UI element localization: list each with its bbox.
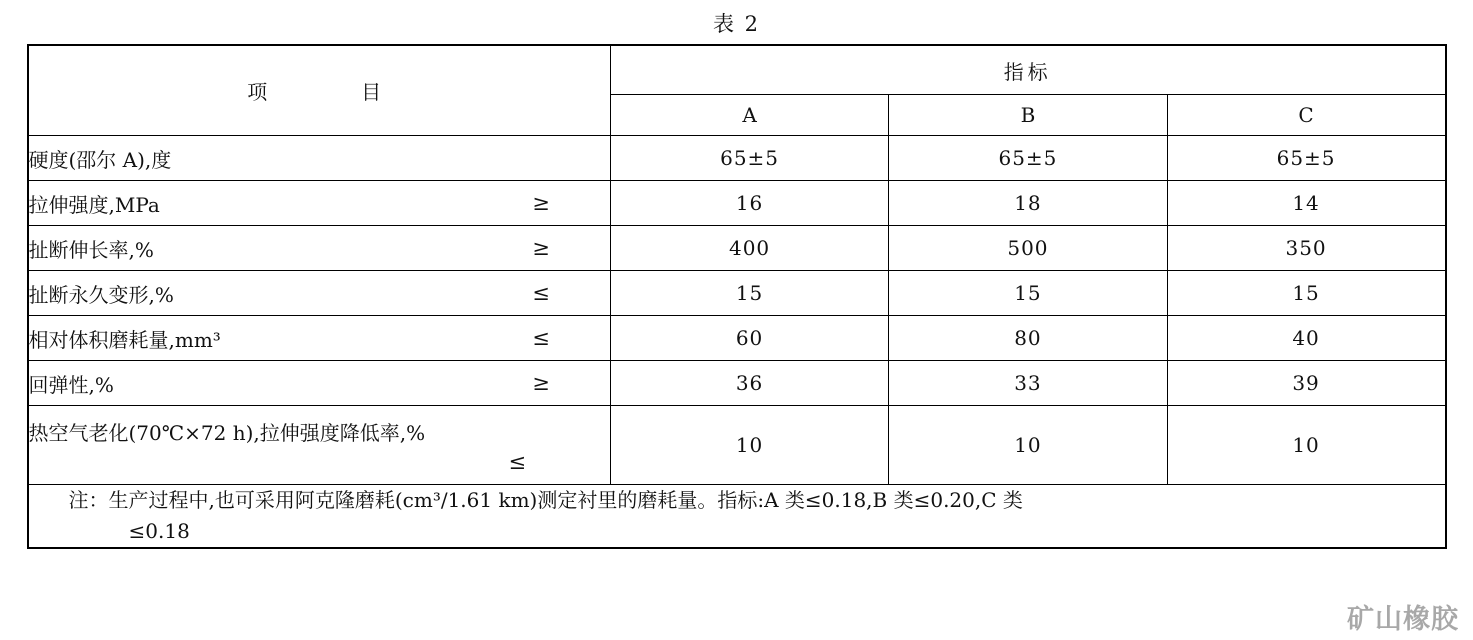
row-value-b: 18	[889, 181, 1167, 226]
row-item-cell	[28, 316, 611, 361]
row-item-label: 扯断永久变形,%	[28, 282, 174, 307]
row-value-b: 80	[889, 316, 1167, 361]
row-value-c: 15	[1167, 271, 1445, 316]
table-caption: 表 2	[712, 12, 761, 36]
row-item-cell	[28, 181, 611, 226]
row-item-label: 回弹性,%	[28, 372, 114, 397]
table-row	[28, 226, 1446, 271]
row-value-b: 10	[889, 406, 1167, 485]
table-row	[28, 406, 1446, 485]
table-row	[28, 271, 1446, 316]
specification-table	[27, 44, 1447, 549]
row-value-a: 15	[610, 271, 888, 316]
row-item-symbol: ≥	[532, 191, 550, 215]
header-index-group: 指标	[610, 45, 1445, 95]
table-row	[28, 136, 1446, 181]
table-note-row	[28, 485, 1446, 549]
watermark-logo: 矿山橡胶	[1347, 604, 1459, 635]
row-value-b: 15	[889, 271, 1167, 316]
row-item-label: 拉伸强度,MPa	[28, 192, 160, 217]
row-value-c: 65±5	[1167, 136, 1445, 181]
row-item-cell	[28, 226, 611, 271]
row-value-c: 14	[1167, 181, 1445, 226]
row-item-symbol: ≥	[532, 236, 550, 260]
header-grade-b: B	[889, 95, 1167, 136]
row-value-a: 36	[610, 361, 888, 406]
row-value-a: 400	[610, 226, 888, 271]
row-item-symbol: ≥	[532, 371, 550, 395]
row-value-a: 65±5	[610, 136, 888, 181]
table-note-line-1: 注：生产过程中,也可采用阿克隆磨耗(cm³/1.61 km)测定衬里的磨耗量。指标:A 类≤0.18,B 类≤0.20,C 类	[68, 488, 1023, 512]
row-item-cell	[28, 361, 611, 406]
header-grade-c: C	[1167, 95, 1445, 136]
row-value-c: 39	[1167, 361, 1445, 406]
row-value-c: 40	[1167, 316, 1445, 361]
row-value-c: 10	[1167, 406, 1445, 485]
row-item-symbol: ≤	[532, 326, 550, 350]
row-item-cell	[28, 271, 611, 316]
row-value-a: 10	[610, 406, 888, 485]
row-item-label: 相对体积磨耗量,mm³	[28, 327, 221, 352]
row-item-label: 硬度(邵尔 A),度	[28, 147, 172, 172]
table-row	[28, 316, 1446, 361]
row-value-a: 60	[610, 316, 888, 361]
row-value-b: 33	[889, 361, 1167, 406]
row-item-cell	[28, 406, 611, 485]
table-note	[28, 485, 1446, 549]
row-item-symbol: ≤	[508, 449, 527, 474]
row-item-cell	[28, 136, 611, 181]
row-item-label: 扯断伸长率,%	[28, 237, 154, 262]
table-note-line-2: ≤0.18	[128, 519, 190, 543]
row-item-label: 热空气老化(70℃×72 h),拉伸强度降低率,%	[28, 420, 426, 445]
row-item-symbol: ≤	[532, 281, 550, 305]
row-value-a: 16	[610, 181, 888, 226]
header-grade-a: A	[610, 95, 888, 136]
row-value-c: 350	[1167, 226, 1445, 271]
table-header-row-main	[28, 45, 1446, 95]
header-item-column	[28, 45, 611, 136]
table-row	[28, 181, 1446, 226]
table-row	[28, 361, 1446, 406]
row-value-b: 500	[889, 226, 1167, 271]
row-value-b: 65±5	[889, 136, 1167, 181]
header-item-label: 项 目	[247, 80, 400, 104]
